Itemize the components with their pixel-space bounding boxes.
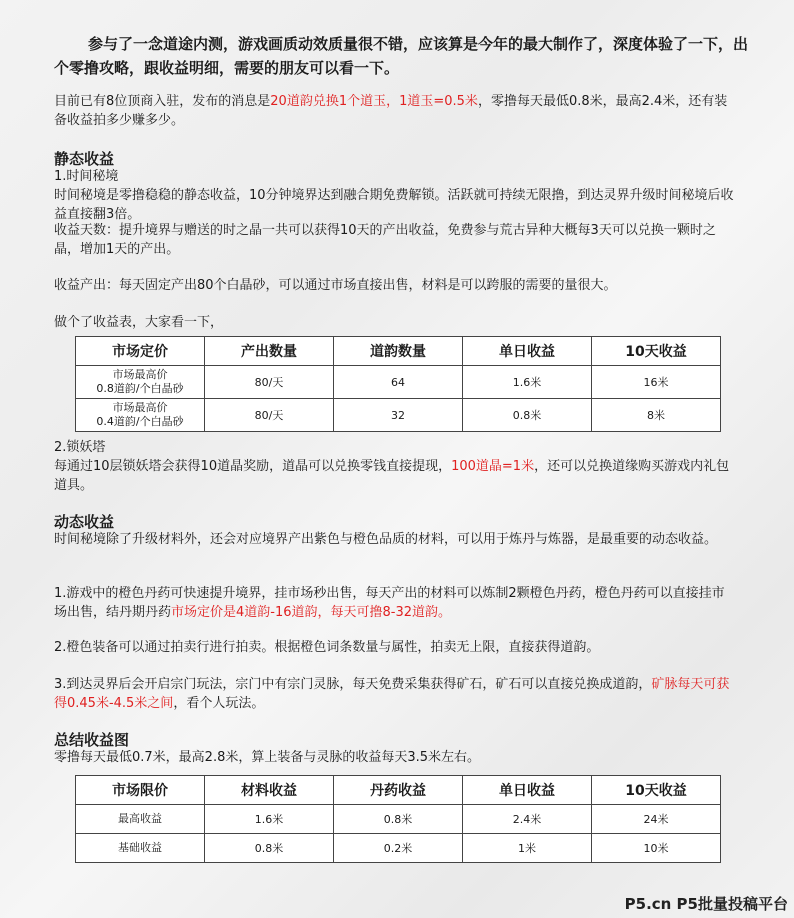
table-cell: 2.4米 bbox=[463, 805, 592, 834]
summary-heading: 总结收益图 bbox=[54, 731, 130, 749]
table-header-cell: 产出数量 bbox=[205, 337, 334, 366]
dynamic-item-2: 2.橙色装备可以通过拍卖行进行拍卖。根据橙色词条数量与属性，拍卖无上限，直接获得道韵。 bbox=[54, 640, 600, 655]
table-row bbox=[76, 399, 721, 432]
lock-demon-tower-subheading: 2.锁妖塔 bbox=[54, 440, 106, 455]
lock-demon-tower-paragraph bbox=[54, 457, 734, 495]
table-header-cell: 市场定价 bbox=[76, 337, 205, 366]
income-output-paragraph: 收益产出：每天固定产出80个白晶砂，可以通过市场直接出售，材料是可以跨服的需要的量很大。 bbox=[54, 278, 617, 293]
time-realm-paragraph: 时间秘境是零撸稳稳的静态收益，10分钟境界达到融合期免费解锁。活跃就可持续无限撸，到达灵界升级时间秘境后收益直接翻3倍。 bbox=[54, 188, 734, 222]
exchange-rate-highlight: 20道韵兑换1个道玉，1道玉=0.5米 bbox=[270, 94, 478, 109]
table-cell: 0.8米 bbox=[334, 805, 463, 834]
text-span: 1.游戏中的橙色丹药可快速提升境界，挂市场秒出售，每天产出的材料可以炼制2颗橙色丹药，橙色丹药可以直接挂市场出售，结丹期丹药 bbox=[54, 586, 725, 620]
table-cell: 基础收益 bbox=[76, 834, 205, 863]
table-header-cell: 丹药收益 bbox=[334, 776, 463, 805]
static-income-heading: 静态收益 bbox=[54, 150, 115, 168]
text-span: 每通过10层锁妖塔会获得10道晶奖励，道晶可以兑换零钱直接提现， bbox=[54, 459, 452, 474]
table-cell: 0.2米 bbox=[334, 834, 463, 863]
dao-crystal-rate-highlight: 100道晶=1米 bbox=[451, 459, 535, 474]
table-row bbox=[76, 366, 721, 399]
table-cell: 24米 bbox=[592, 805, 721, 834]
top-up-info-paragraph bbox=[54, 92, 734, 130]
table-header-cell: 单日收益 bbox=[463, 776, 592, 805]
table-cell: 1.6米 bbox=[205, 805, 334, 834]
table-cell: 1.6米 bbox=[463, 366, 592, 399]
text-span: ，零撸每天最低0.8米，最高2.4米，还有装备收益拍多少赚多少。 bbox=[54, 94, 728, 128]
table-cell: 64 bbox=[334, 366, 463, 399]
table-cell: 8米 bbox=[592, 399, 721, 432]
table-cell: 80/天 bbox=[205, 399, 334, 432]
table-header-row bbox=[76, 776, 721, 805]
table-header-cell: 10天收益 bbox=[592, 776, 721, 805]
table-cell: 市场最高价 0.8道韵/个白晶砂 bbox=[76, 366, 205, 399]
dynamic-item-1 bbox=[54, 584, 734, 622]
table-header-cell: 10天收益 bbox=[592, 337, 721, 366]
table-cell: 80/天 bbox=[205, 366, 334, 399]
text-span: ，看个人玩法。 bbox=[173, 696, 265, 711]
table-header-cell: 市场限价 bbox=[76, 776, 205, 805]
table-header-cell: 道韵数量 bbox=[334, 337, 463, 366]
dynamic-income-paragraph: 时间秘境除了升级材料外，还会对应境界产出紫色与橙色品质的材料，可以用于炼丹与炼器，是最重要的动态收益。 bbox=[54, 532, 718, 547]
text-span: 目前已有8位顶商入驻，发布的消息是 bbox=[54, 94, 271, 109]
text-span: ，还可以兑换道缘购买游戏内礼包道具。 bbox=[54, 459, 730, 493]
table-cell: 16米 bbox=[592, 366, 721, 399]
time-realm-subheading: 1.时间秘境 bbox=[54, 169, 119, 184]
dynamic-income-heading: 动态收益 bbox=[54, 513, 115, 531]
platform-watermark: P5.cn P5批量投稿平台 bbox=[624, 895, 788, 913]
table-cell: 最高收益 bbox=[76, 805, 205, 834]
table-cell: 0.8米 bbox=[463, 399, 592, 432]
text-span: 3.到达灵界后会开启宗门玩法，宗门中有宗门灵脉，每天免费采集获得矿石，矿石可以直接兑换成道韵， bbox=[54, 677, 652, 692]
table-header-cell: 单日收益 bbox=[463, 337, 592, 366]
table-cell: 10米 bbox=[592, 834, 721, 863]
ore-vein-income-highlight: 矿脉每天可获得0.45米-4.5米之间 bbox=[54, 677, 730, 711]
income-days-paragraph: 收益天数：提升境界与赠送的时之晶一共可以获得10天的产出收益，免费参与荒古异种大概每3天可以兑换一颗时之晶，增加1天的产出。 bbox=[54, 223, 716, 257]
dynamic-item-3 bbox=[54, 675, 734, 713]
table-header-row bbox=[76, 337, 721, 366]
table-cell: 1米 bbox=[463, 834, 592, 863]
pill-price-highlight: 市场定价是4道韵-16道韵，每天可撸8-32道韵。 bbox=[171, 605, 452, 620]
static-income-table bbox=[75, 336, 721, 432]
table-intro-text: 做个了收益表，大家看一下， bbox=[54, 315, 224, 330]
summary-paragraph: 零撸每天最低0.7米，最高2.8米，算上装备与灵脉的收益每天3.5米左右。 bbox=[54, 750, 481, 765]
intro-paragraph: 参与了一念道途内测，游戏画质动效质量很不错，应该算是今年的最大制作了，深度体验了一下，出个零撸攻略，跟收益明细，需要的朋友可以看一下。 bbox=[54, 35, 749, 77]
table-cell: 0.8米 bbox=[205, 834, 334, 863]
table-row bbox=[76, 805, 721, 834]
summary-income-table bbox=[75, 775, 721, 863]
table-header-cell: 材料收益 bbox=[205, 776, 334, 805]
table-row bbox=[76, 834, 721, 863]
table-cell: 32 bbox=[334, 399, 463, 432]
table-cell: 市场最高价 0.4道韵/个白晶砂 bbox=[76, 399, 205, 432]
